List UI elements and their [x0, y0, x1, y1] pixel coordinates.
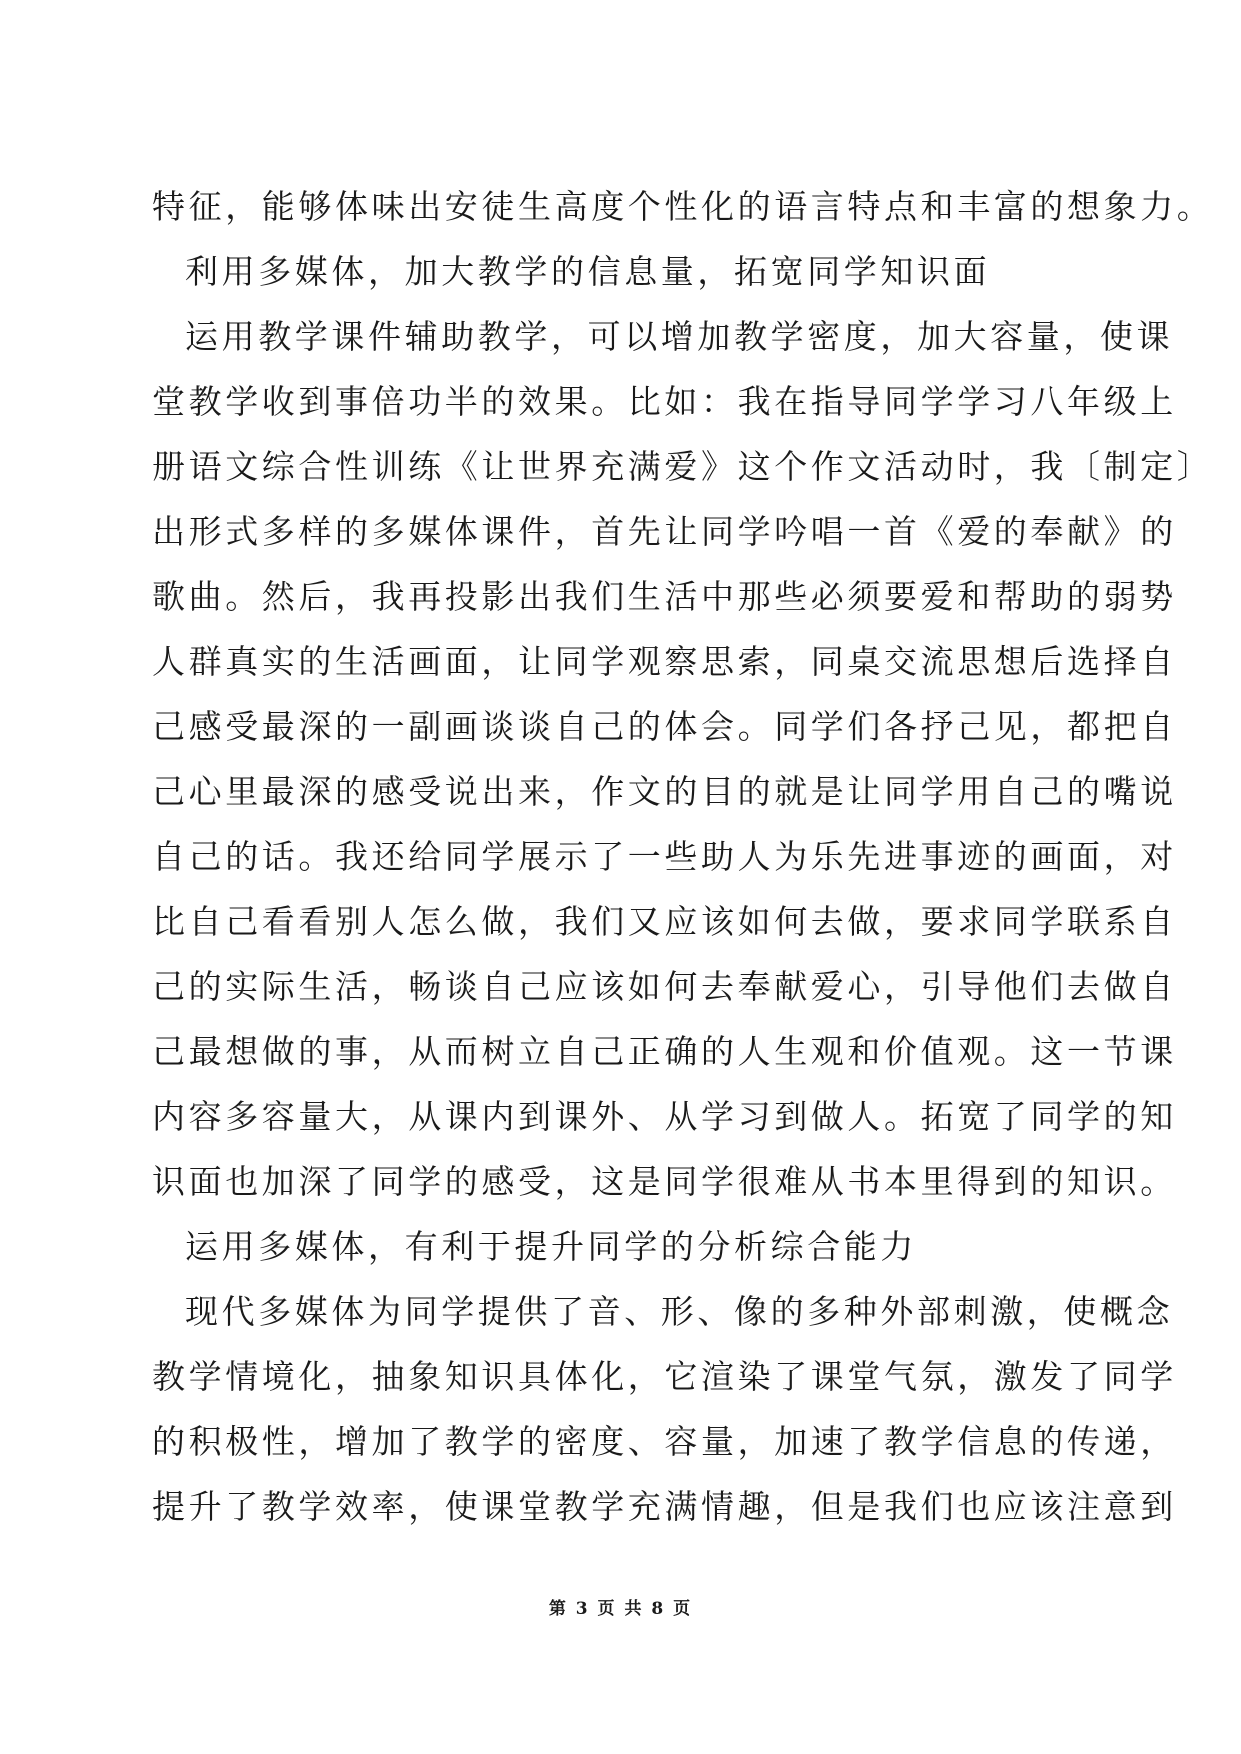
text-line: 己心里最深的感受说出来，作文的目的就是让同学用自己的嘴说 — [152, 772, 1177, 811]
text-line: 人群真实的生活画面，让同学观察思索，同桌交流思想后选择自 — [152, 642, 1177, 681]
text-line: 比自己看看别人怎么做，我们又应该如何去做，要求同学联系自 — [152, 902, 1177, 941]
text-line: 的积极性，增加了教学的密度、容量，加速了教学信息的传递， — [152, 1422, 1177, 1461]
text-line: 教学情境化，抽象知识具体化，它渲染了课堂气氛，激发了同学 — [152, 1357, 1177, 1396]
text-line: 提升了教学效率，使课堂教学充满情趣，但是我们也应该注意到 — [152, 1487, 1177, 1526]
text-line: 册语文综合性训练《让世界充满爱》这个作文活动时，我〔制定〕 — [152, 447, 1214, 486]
page-number-footer: 第 3 页 共 8 页 — [548, 1599, 693, 1619]
text-line: 己的实际生活，畅谈自己应该如何去奉献爱心，引导他们去做自 — [152, 967, 1177, 1006]
text-line: 内容多容量大，从课内到课外、从学习到做人。拓宽了同学的知 — [152, 1097, 1177, 1136]
text-line: 己感受最深的一副画谈谈自己的体会。同学们各抒己见，都把自 — [152, 707, 1177, 746]
text-line: 现代多媒体为同学提供了音、形、像的多种外部刺激，使概念 — [185, 1292, 1174, 1331]
body-text — [152, 174, 1214, 1539]
text-line: 出形式多样的多媒体课件，首先让同学吟唱一首《爱的奉献》的 — [152, 512, 1177, 551]
text-line: 歌曲。然后，我再投影出我们生活中那些必须要爱和帮助的弱势 — [152, 577, 1177, 616]
text-line: 特征，能够体味出安徒生高度个性化的语言特点和丰富的想象力。 — [152, 187, 1214, 226]
section-heading: 利用多媒体，加大教学的信息量，拓宽同学知识面 — [185, 252, 991, 291]
text-line: 堂教学收到事倍功半的效果。比如：我在指导同学学习八年级上 — [152, 382, 1177, 421]
text-line: 自己的话。我还给同学展示了一些助人为乐先进事迹的画面，对 — [152, 837, 1177, 876]
text-line: 己最想做的事，从而树立自己正确的人生观和价值观。这一节课 — [152, 1032, 1177, 1071]
text-line: 运用教学课件辅助教学，可以增加教学密度，加大容量，使课 — [185, 317, 1174, 356]
text-line: 识面也加深了同学的感受，这是同学很难从书本里得到的知识。 — [152, 1162, 1177, 1201]
section-heading: 运用多媒体，有利于提升同学的分析综合能力 — [185, 1227, 917, 1266]
